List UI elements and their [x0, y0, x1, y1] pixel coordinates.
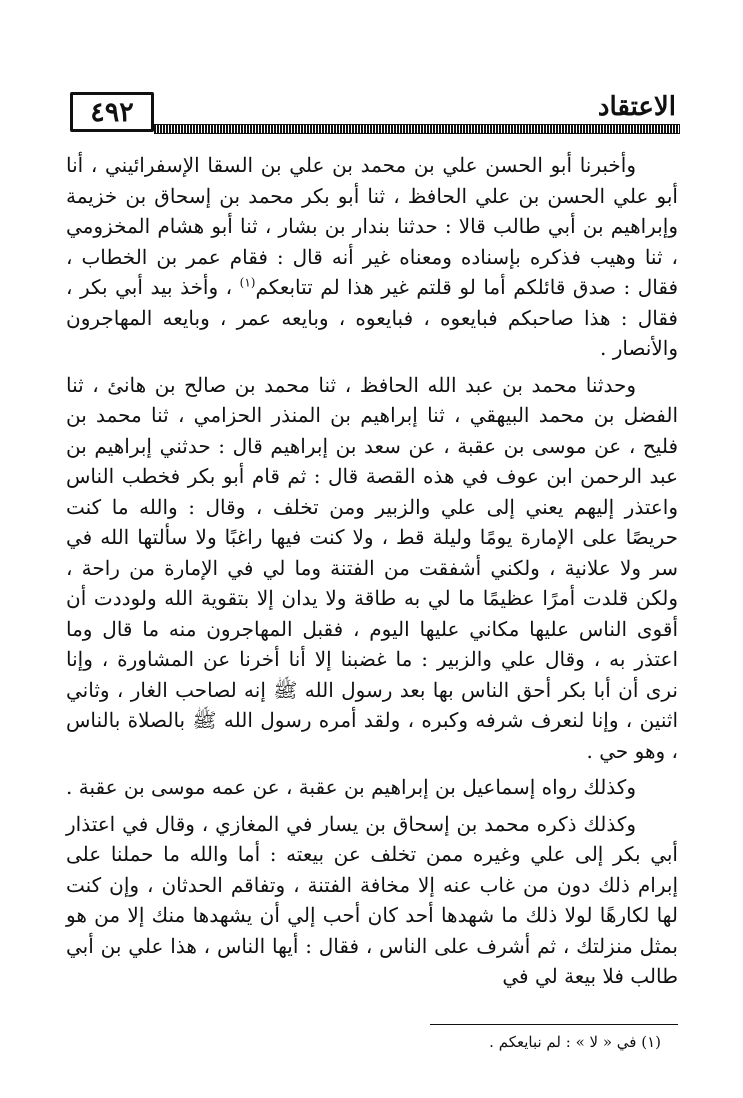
- page-header: [64, 80, 680, 134]
- paragraph-1-continuation: ، وأخذ بيد أبي بكر ، فقال : هذا صاحبكم فبايعوه ، فبايعوه ، وبايعه عمر ، وبايعه المهاجرون والأنصار .: [66, 275, 678, 360]
- paragraph-2: وحدثنا محمد بن عبد الله الحافظ ، ثنا محمد بن صالح بن هانئ ، ثنا الفضل بن محمد البيهقي ، ثنا إبراهيم بن المنذر الحزامي ، ثنا محمد بن فليح ، عن موسى بن عقبة ، عن سعد بن إبراهيم قال : حدثني إبراهيم بن عبد الرحمن ابن عوف في هذه القصة قال : ثم قام أبو بكر فخطب الناس واعتذر إليهم يعني إلى علي والزبير ومن تخلف ، وقال : والله ما كنت حريصًا على الإمارة يومًا وليلة قط ، ولا كنت فيها راغبًا ولا سألتها الله في سر ولا علانية ، ولكني أشفقت من الفتنة وما لي في الإمارة من راحة ، ولكن قلدت أمرًا عظيمًا ما لي به طاقة ولا يدان إلا بتقوية الله ولوددت أن أقوى الناس عليها مكاني عليها اليوم ، فقبل المهاجرون منه ما قال وما اعتذر به ، وقال علي والزبير : ما غضبنا إلا أنا أخرنا عن المشاورة ، وإنا نرى أن أبا بكر أحق الناس بها بعد رسول الله ﷺ إنه لصاحب الغار ، وثاني اثنين ، وإنا لنعرف شرفه وكبره ، ولقد أمره رسول الله ﷺ بالصلاة بالناس ، وهو حي .: [66, 372, 678, 763]
- body-text: [66, 150, 678, 998]
- page-number: ٤٩٢: [70, 92, 154, 132]
- footnote-rule: [430, 1024, 678, 1025]
- paragraph-1: [66, 150, 678, 364]
- paragraph-3: وكذلك رواه إسماعيل بن إبراهيم بن عقبة ، عن عمه موسى بن عقبة .: [66, 775, 636, 799]
- header-rule: [154, 124, 680, 134]
- running-title: الاعتقاد: [597, 92, 676, 122]
- paragraph-4: وكذلك ذكره محمد بن إسحاق بن يسار في المغازي ، وقال في اعتذار أبي بكر إلى علي وغيره ممن تخلف عن بيعته : أما والله ما حملنا على إبرام ذلك دون من غاب عنه إلا مخافة الفتنة ، وتفاقم الحدثان ، وإن كنت لها لكارهًا لولا ذلك ما شهدها أحد كان أحب إلي أن يشهدها منك إلا من هو بمثل منزلتك ، ثم أشرف على الناس ، فقال : أيها الناس ، هذا علي بن أبي طالب فلا بيعة لي في: [66, 811, 678, 988]
- paragraph-1-text: وأخبرنا أبو الحسن علي بن محمد بن علي بن السقا الإسفرائيني ، أنا أبو علي الحسن بن علي الحافظ ، ثنا أبو بكر محمد بن إسحاق بن خزيمة وإبراهيم بن أبي طالب قالا : حدثنا بندار بن بشار ، ثنا أبو هشام المخزومي ، ثنا وهيب فذكره بإسناده ومعناه غير أنه قال : فقام عمر بن الخطاب ، فقال : صدق قائلكم أما لو قلتم غير هذا لم تتابعكم: [66, 153, 678, 299]
- footnote-marker: (١): [239, 275, 256, 290]
- footnote: (١) في « لا » : لم نبايعكم .: [489, 1033, 661, 1051]
